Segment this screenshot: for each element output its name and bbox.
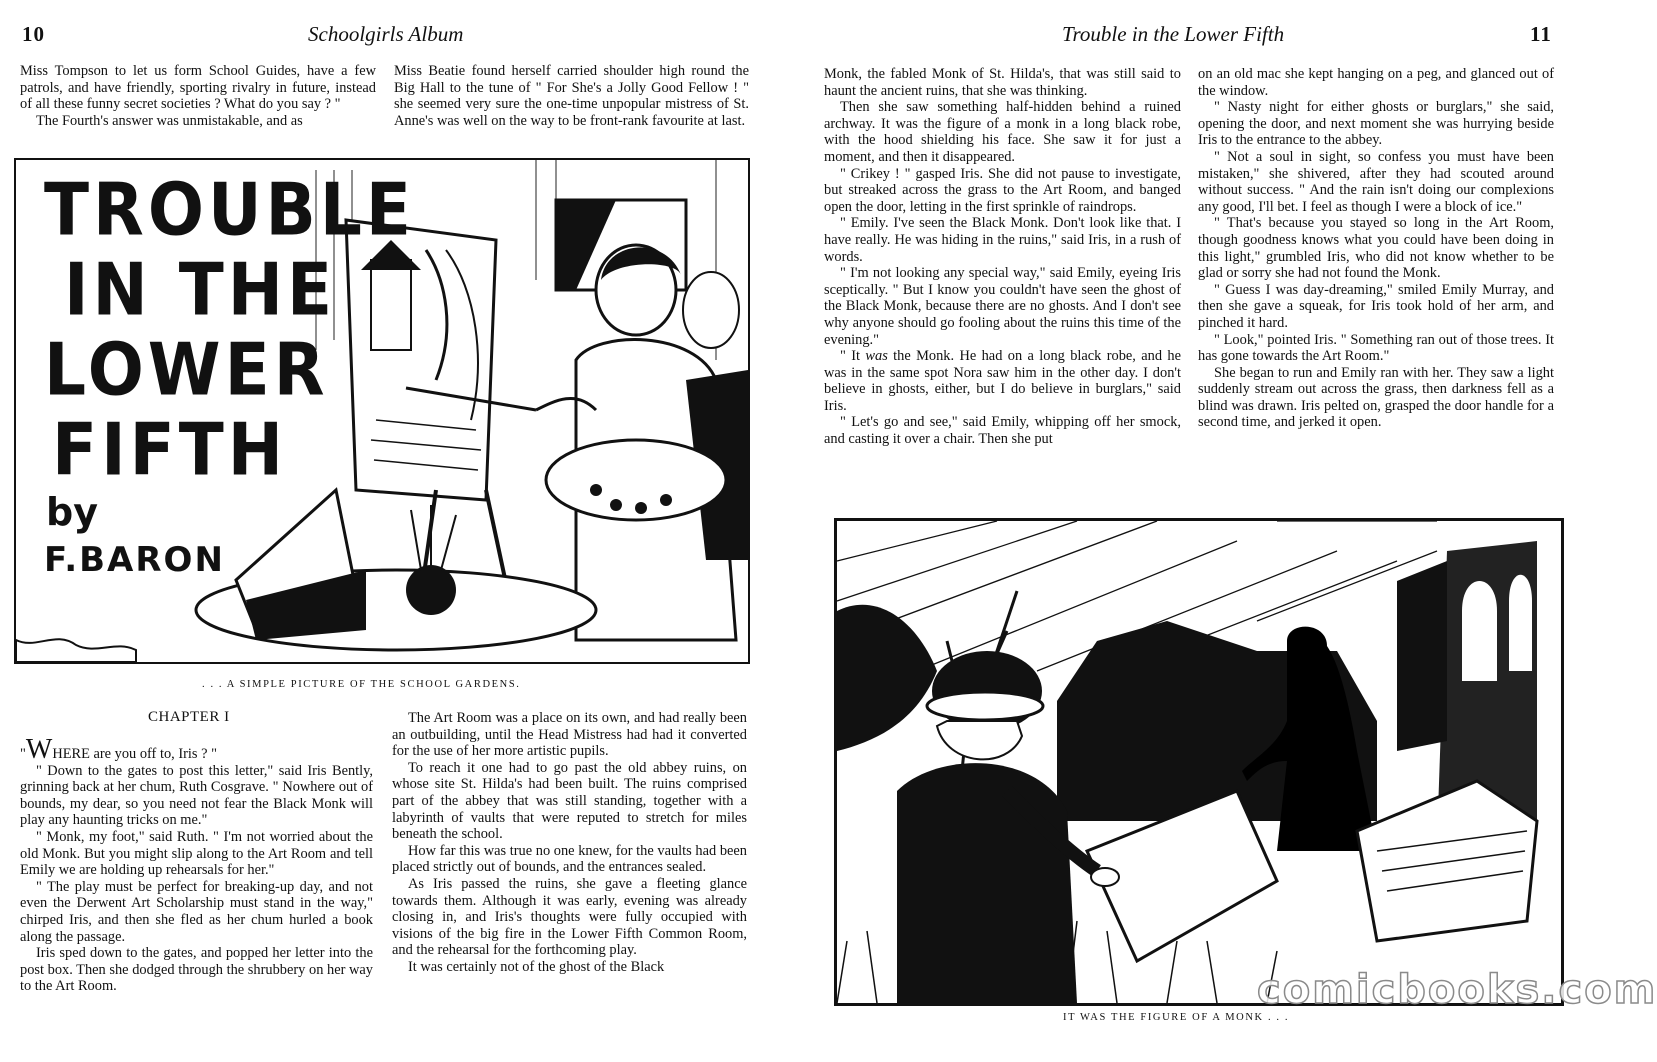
paragraph: How far this was true no one knew, for the vaults had been placed strictly out of bounds, and the entrances sealed.: [392, 842, 747, 876]
opening-quote: ": [20, 746, 26, 762]
paragraph: To reach it one had to go past the old abbey ruins, on whose site St. Hilda's had been built. The ruins comprised part of the abbey that was still standing, together with a labyrinth of vaults that were reputed to stretch for miles beneath the school.: [392, 759, 747, 843]
paragraph: She began to run and Emily ran with her. They saw a light suddenly stream out across the grass, then darkness fell as a blind was drawn. Iris pelted on, grasped the door handle for a second time, and jerked it open.: [1198, 364, 1554, 431]
top-column-2: [394, 63, 749, 129]
paragraph: Then she saw something half-hidden behind a ruined archway. It was the figure of a monk in a long black robe, with the hood shielding his face. She saw it for just a moment, and then it disappeared.: [824, 99, 1181, 165]
illustration-caption: . . . A SIMPLE PICTURE OF THE SCHOOL GARDENS.: [202, 679, 521, 690]
left-page: [0, 0, 775, 1062]
paragraph: The Fourth's answer was unmistakable, and as: [36, 112, 303, 129]
paragraph: " Down to the gates to post this letter," said Iris Bently, grinning back at her chum, Ruth Cosgrave. " Nowhere out of bounds, my dear, so you need not fear the Black Monk will play any haunting tricks on me.": [20, 762, 373, 829]
drop-cap: W: [25, 734, 53, 765]
paragraph: The Art Room was a place on its own, and had really been an outbuilding, until the Head Mistress had had it converted for the use of her more artistic pupils.: [392, 710, 747, 760]
paragraph: " Crikey ! " gasped Iris. She did not pause to investigate, but streaked across the grass to the Art Room, and banged open the door, letting in the first sprinkle of raindrops.: [824, 165, 1181, 215]
story-column-2: [392, 710, 747, 976]
paragraph: Monk, the fabled Monk of St. Hilda's, that was still said to haunt the ancient ruins, that she was thinking.: [824, 66, 1181, 99]
title-line: TROUBLE: [44, 167, 415, 253]
paragraph: " Nasty night for either ghosts or burglars," she said, opening the door, and next moment she was hurrying beside Iris to the entrance to the abbey.: [1198, 99, 1554, 149]
italic-word: was: [865, 348, 888, 365]
paragraph: " That's because you stayed so long in the Art Room, though goodness knows what you could have been doing in this light," grumbled Iris, who did not know whether to be glad or sorry she had not found the Monk.: [1198, 215, 1554, 282]
ruins-drawing: [837, 521, 1561, 1003]
right-column-2: [1198, 66, 1554, 431]
right-page: [810, 0, 1657, 1062]
paragraph: It was certainly not of the ghost of the Black: [408, 958, 665, 975]
running-head: Trouble in the Lower Fifth: [1062, 22, 1285, 46]
chapter-heading: CHAPTER I: [148, 709, 230, 725]
paragraph: Iris sped down to the gates, and popped her letter into the post box. Then she dodged through the shrubbery on her way to the Art Room.: [20, 945, 373, 995]
paragraph: Miss Beatie found herself carried shoulder high round the Big Hall to the tune of " For She's a Jolly Good Fellow ! " she seemed very sure the one-time unpopular mistress of St. Anne's was well on the way to be front-rank favourite at last.: [394, 63, 749, 129]
paragraph: " Emily. I've seen the Black Monk. Don't look like that. I have really. He was hiding in the ruins," said Iris, in a rush of words.: [824, 215, 1181, 265]
right-column-1: [824, 66, 1181, 448]
paragraph: Miss Tompson to let us form School Guides, have a few patrols, and have friendly, sporting rivalry in future, instead of all these funny secret societies ? What do you say ? ": [20, 63, 376, 113]
text-run: the Monk. He had on a long black robe, and he was in the same spot Nora saw him in the other day. I don't believe in ghosts, either, but I do believe in burglars," said Iris.: [824, 348, 1181, 414]
paragraph: " Let's go and see," said Emily, whipping off her smock, and casting it over a chair. Then she put: [824, 414, 1181, 448]
author-name: F.BARON: [44, 540, 225, 580]
byline-by: by: [46, 490, 98, 534]
paragraph: As Iris passed the ruins, she gave a fleeting glance towards them. Although it was early, evening was already closing in, and Iris's thoughts were fully occupied with visions of the big fire in the Lower Fifth Common Room, and the rehearsal for the forthcoming play.: [392, 875, 747, 959]
paragraph: " Not a soul in sight, so confess you must have been mistaken," she shivered, after they had scouted around without success. " And the rain isn't doing our complexions any good, I'll bet. I feel as though I were a block of ice.": [1198, 148, 1554, 215]
paragraph: " I'm not looking any special way," said Emily, eyeing Iris sceptically. " But I know you couldn't have seen the ghost of the Black Monk, because there are no ghosts. And I don't see why anyone should go fooling about the ruins this time of the evening.": [824, 265, 1181, 348]
paragraph: " The play must be perfect for breaking-up day, and not even the Derwent Art Scholarship must stand in the way," chirped Iris, and then she fled as her chum hurled a book along the passage.: [20, 878, 373, 945]
story-column-1: [20, 734, 373, 995]
paragraph: on an old mac she kept hanging on a peg, and glanced out of the window.: [1198, 66, 1554, 99]
paragraph: " Look," pointed Iris. " Something ran out of those trees. It has gone towards the Art Room.": [1198, 331, 1554, 365]
title-line: FIFTH: [52, 407, 287, 493]
monk-illustration: [834, 518, 1657, 1013]
page-number: 11: [1530, 22, 1552, 46]
title-line: IN THE: [64, 247, 337, 333]
text-run: " It: [840, 348, 866, 365]
running-head: Schoolgirls Album: [308, 22, 464, 46]
paragraph: " Guess I was day-dreaming," smiled Emily Murray, and then she gave a squeak, for Iris took hold of her arm, and pinched it hard.: [1198, 281, 1554, 331]
top-column-1: [20, 63, 376, 129]
opening-paragraph: [20, 734, 373, 765]
title-line: LOWER: [44, 327, 329, 413]
watermark: comicbooks.com: [1257, 967, 1657, 1013]
page-number: 10: [22, 22, 45, 46]
paragraph: [824, 348, 1181, 414]
paragraph: " Monk, my foot," said Ruth. " I'm not worried about the old Monk. But you might slip along to the Art Room and tell Emily we are holding up rehearsals for her.": [20, 828, 373, 879]
illustration-caption: IT WAS THE FIGURE OF A MONK . . .: [1063, 1012, 1290, 1023]
opening-text: HERE are you off to, Iris ? ": [52, 746, 217, 762]
title-illustration: [14, 158, 750, 664]
